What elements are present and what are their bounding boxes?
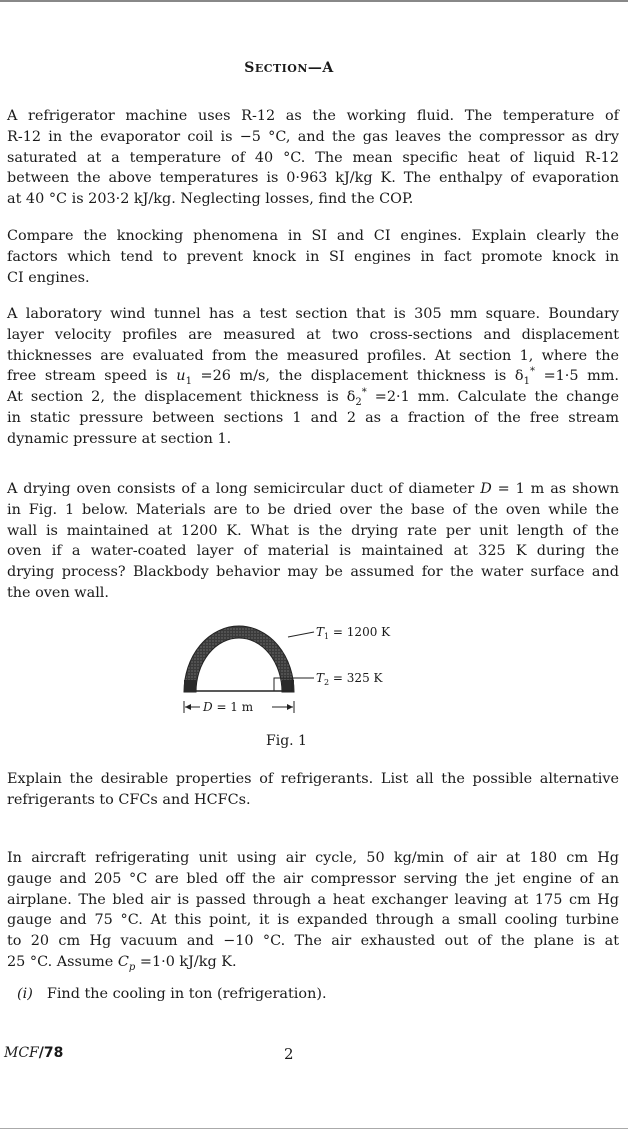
subscript: 1	[185, 376, 192, 388]
question-3-line: thicknesses are evaluated from the measured profiles. At section 1, where the	[7, 347, 619, 364]
dimension-arrow-left	[185, 704, 191, 710]
superscript: *	[529, 366, 535, 378]
sub-item-text: Find the cooling in ton (refrigeration).	[46, 986, 327, 1002]
section-heading-initial: S	[244, 60, 255, 76]
question-1-line: at 40 °C is 203·2 kJ/kg. Neglecting losses, find the COP.	[7, 191, 414, 208]
paper-code-script: MCF	[4, 1045, 39, 1061]
question-6-line: to 20 cm Hg vacuum and −10 °C. The air exhausted out of the plane is at	[7, 933, 619, 950]
section-heading	[0, 60, 578, 76]
top-rule	[0, 0, 628, 2]
page-number: 2	[284, 1045, 294, 1063]
question-3-line	[7, 366, 619, 387]
question-1	[7, 106, 619, 210]
question-4-line: drying process? Blackbody behavior may be assumed for the water surface and	[7, 564, 619, 581]
paper-code	[4, 1045, 63, 1061]
velocity-symbol: u	[176, 368, 186, 385]
section-heading-suffix: —A	[307, 60, 334, 76]
t2-label: $T_2 = 325$ K	[316, 671, 383, 687]
text: =26 m/s, the displacement thickness is δ	[191, 368, 524, 385]
diameter-label: D = 1 m	[203, 700, 254, 714]
question-6-line: gauge and 75 °C. At this point, it is expanded through a small cooling turbine	[7, 912, 619, 929]
question-6-sub-i	[17, 984, 327, 1004]
specific-heat-symbol: C	[117, 953, 129, 970]
question-5-line: refrigerants to CFCs and HCFCs.	[7, 791, 251, 808]
t1-leader-line	[288, 632, 314, 637]
question-1-line: saturated at a temperature of 40 °C. The mean specific heat of liquid R-12	[7, 149, 619, 166]
question-2	[7, 226, 619, 288]
subscript: 2	[355, 397, 362, 409]
question-4-line: the oven wall.	[7, 584, 109, 601]
dimension-arrow-right	[287, 704, 293, 710]
text: = 1 m as shown	[491, 481, 619, 497]
question-3	[7, 304, 619, 450]
question-4-line: wall is maintained at 1200 K. What is the drying rate per unit length of the	[7, 522, 619, 539]
question-3-line	[7, 387, 619, 408]
question-4	[7, 479, 619, 604]
text: =2·1 mm. Calculate the change	[366, 389, 620, 406]
question-3-line: in static pressure between sections 1 and 2 as a fraction of the free stream	[7, 409, 619, 426]
text: A drying oven consists of a long semicircular duct of diameter	[7, 481, 481, 497]
question-6-line: gauge and 205 °C are bled off the air compressor serving the jet engine of an	[7, 870, 619, 887]
superscript: *	[361, 387, 367, 399]
question-1-line: between the above temperatures is 0·963 kJ/kg K. The enthalpy of evaporation	[7, 170, 619, 187]
text: free stream speed is	[7, 368, 177, 385]
question-4-line: in Fig. 1 below. Materials are to be dried over the base of the oven while the	[7, 501, 619, 518]
paper-code-number: /78	[38, 1045, 64, 1061]
figure-caption: Fig. 1	[266, 733, 307, 749]
sub-item-number: (i)	[17, 986, 33, 1002]
text: At section 2, the displacement thickness is δ	[7, 389, 356, 406]
question-6-line: airplane. The bled air is passed through a heat exchanger leaving at 175 cm Hg	[7, 891, 619, 908]
question-1-line: R-12 in the evaporator coil is −5 °C, and the gas leaves the compressor as dry	[7, 128, 619, 145]
question-6-line	[7, 952, 619, 973]
duct-wall	[184, 626, 294, 692]
question-3-line: layer velocity profiles are measured at two cross-sections and displacement	[7, 326, 619, 343]
question-5	[7, 769, 619, 811]
text: 25 °C. Assume	[7, 953, 118, 970]
question-3-line: A laboratory wind tunnel has a test section that is 305 mm square. Boundary	[7, 306, 619, 322]
question-6	[7, 848, 619, 973]
question-3-line: dynamic pressure at section 1.	[7, 430, 232, 447]
t1-label: $T_1 = 1200$ K	[316, 625, 391, 641]
question-2-line: CI engines.	[7, 269, 90, 286]
figure-1	[176, 610, 436, 722]
subscript: 1	[523, 376, 530, 388]
text: =1·0 kJ/kg K.	[135, 953, 237, 970]
question-6-line: In aircraft refrigerating unit using air cycle, 50 kg/min of air at 180 cm Hg	[7, 850, 619, 866]
text: =1·5 mm.	[534, 368, 619, 385]
bottom-rule	[0, 1128, 628, 1129]
question-4-line: oven if a water-coated layer of material is maintained at 325 K during the	[7, 543, 619, 560]
section-heading-rest: ECTION	[254, 62, 308, 75]
question-1-line: A refrigerator machine uses R-12 as the working fluid. The temperature of	[7, 108, 619, 124]
question-5-line: Explain the desirable properties of refrigerants. List all the possible alternative	[7, 771, 619, 787]
question-4-line	[7, 479, 619, 500]
question-2-line: factors which tend to prevent knock in SI engines in fact promote knock in	[7, 248, 619, 265]
question-2-line: Compare the knocking phenomena in SI and CI engines. Explain clearly the	[7, 228, 619, 244]
left-base-foot	[184, 680, 196, 692]
diameter-symbol: D	[480, 481, 492, 497]
semicircular-duct-diagram	[176, 610, 436, 722]
subscript: p	[128, 961, 136, 973]
